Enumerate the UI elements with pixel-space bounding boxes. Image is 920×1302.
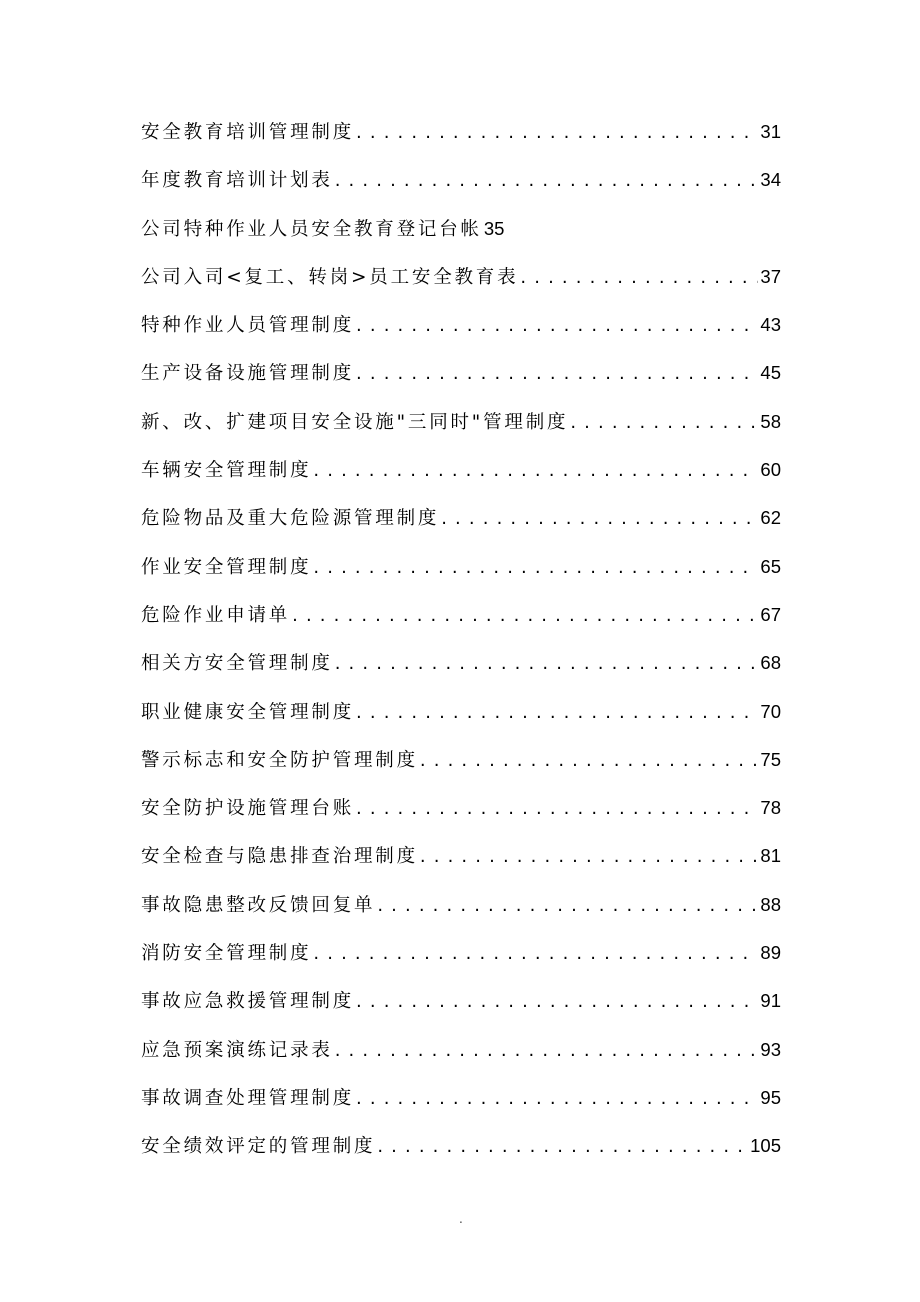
toc-entry-title: 公司特种作业人员安全教育登记台帐 (141, 218, 482, 240)
toc-dot-leader (335, 1040, 759, 1061)
toc-entry[interactable] (141, 263, 781, 311)
toc-entry-title: 作业安全管理制度 (141, 556, 312, 578)
toc-entry-page: 78 (760, 797, 781, 819)
toc-entry-page: 88 (760, 893, 781, 915)
toc-dot-leader (313, 557, 758, 578)
toc-entry-title: 应急预案演练记录表 (141, 1039, 333, 1061)
toc-entry-title: 事故调查处理管理制度 (141, 1087, 355, 1109)
toc-entry-title: 职业健康安全管理制度 (141, 701, 355, 723)
toc-entry[interactable] (141, 118, 781, 166)
toc-entry[interactable] (141, 842, 781, 890)
toc-entry-title: 事故隐患整改反馈回复单 (141, 894, 376, 916)
toc-entry-title: 消防安全管理制度 (141, 943, 312, 965)
toc-entry[interactable] (141, 359, 781, 407)
toc-dot-leader (292, 605, 758, 626)
toc-entry-title: 年度教育培训计划表 (141, 170, 333, 192)
toc-entry[interactable] (141, 311, 781, 359)
toc-entry-page: 95 (760, 1086, 781, 1108)
toc-dot-leader (356, 991, 758, 1012)
toc-entry[interactable] (141, 794, 781, 842)
toc-entry[interactable] (141, 1084, 781, 1132)
toc-dot-leader (377, 1136, 748, 1157)
toc-entry-title: 公司入司<复工、转岗>员工安全教育表 (141, 266, 519, 288)
toc-entry[interactable] (141, 1036, 781, 1084)
toc-entry-page: 34 (760, 169, 781, 191)
toc-dot-leader (335, 653, 759, 674)
toc-entry-title: 新、改、扩建项目安全设施"三同时"管理制度 (141, 411, 569, 433)
toc-entry-page: 91 (760, 990, 781, 1012)
toc-entry[interactable] (141, 939, 781, 987)
toc-entry-title: 生产设备设施管理制度 (141, 363, 355, 385)
table-of-contents (141, 118, 781, 1181)
toc-entry-page: 81 (760, 845, 781, 867)
toc-entry-title: 安全教育培训管理制度 (141, 122, 355, 143)
toc-entry-page: 62 (760, 507, 781, 529)
toc-dot-leader (356, 798, 758, 819)
toc-dot-leader (313, 460, 758, 481)
toc-entry[interactable] (141, 987, 781, 1035)
toc-dot-leader (420, 750, 759, 771)
toc-entry-page: 60 (760, 459, 781, 481)
toc-dot-leader (356, 122, 758, 143)
toc-dot-leader (356, 702, 758, 723)
toc-entry-title: 安全防护设施管理台账 (141, 798, 355, 820)
toc-entry-page: 75 (760, 748, 781, 770)
toc-dot-leader (520, 267, 758, 288)
toc-entry-page: 31 (760, 121, 781, 142)
toc-entry[interactable] (141, 553, 781, 601)
toc-entry-page: 45 (760, 362, 781, 384)
toc-dot-leader (335, 170, 759, 191)
toc-entry-title: 警示标志和安全防护管理制度 (141, 749, 418, 771)
toc-entry[interactable] (141, 408, 781, 456)
toc-entry-page: 93 (760, 1038, 781, 1060)
toc-dot-leader (356, 315, 758, 336)
toc-dot-leader (313, 943, 758, 964)
toc-entry-page: 68 (760, 652, 781, 674)
toc-entry-page: 70 (760, 700, 781, 722)
footer-mark: . (459, 1212, 463, 1226)
toc-entry-title: 安全检查与隐患排查治理制度 (141, 846, 418, 868)
toc-entry[interactable] (141, 1132, 781, 1180)
toc-entry-page: 35 (483, 217, 505, 239)
toc-entry-page: 105 (750, 1135, 781, 1157)
toc-entry-page: 58 (760, 410, 781, 432)
toc-entry-title: 安全绩效评定的管理制度 (141, 1136, 376, 1158)
toc-entry[interactable] (141, 215, 781, 263)
toc-entry[interactable] (141, 166, 781, 214)
toc-entry-page: 43 (760, 314, 781, 336)
toc-entry-page: 65 (760, 555, 781, 577)
toc-entry-title: 事故应急救援管理制度 (141, 991, 355, 1013)
toc-entry[interactable] (141, 649, 781, 697)
toc-dot-leader (377, 895, 758, 916)
toc-dot-leader (420, 846, 759, 867)
toc-dot-leader (570, 412, 758, 433)
toc-entry-title: 危险作业申请单 (141, 604, 291, 626)
toc-entry-title: 危险物品及重大危险源管理制度 (141, 508, 440, 530)
toc-entry[interactable] (141, 456, 781, 504)
toc-entry-title: 相关方安全管理制度 (141, 653, 333, 675)
toc-dot-leader (356, 1088, 758, 1109)
toc-entry[interactable] (141, 504, 781, 552)
toc-entry[interactable] (141, 891, 781, 939)
toc-entry[interactable] (141, 698, 781, 746)
toc-dot-leader (441, 508, 758, 529)
toc-entry-page: 37 (760, 265, 781, 287)
toc-dot-leader (356, 363, 758, 384)
toc-entry-title: 车辆安全管理制度 (141, 460, 312, 482)
toc-entry-page: 89 (760, 942, 781, 964)
toc-entry[interactable] (141, 601, 781, 649)
toc-entry-title: 特种作业人员管理制度 (141, 315, 355, 337)
toc-entry[interactable] (141, 746, 781, 794)
toc-entry-page: 67 (760, 603, 781, 625)
